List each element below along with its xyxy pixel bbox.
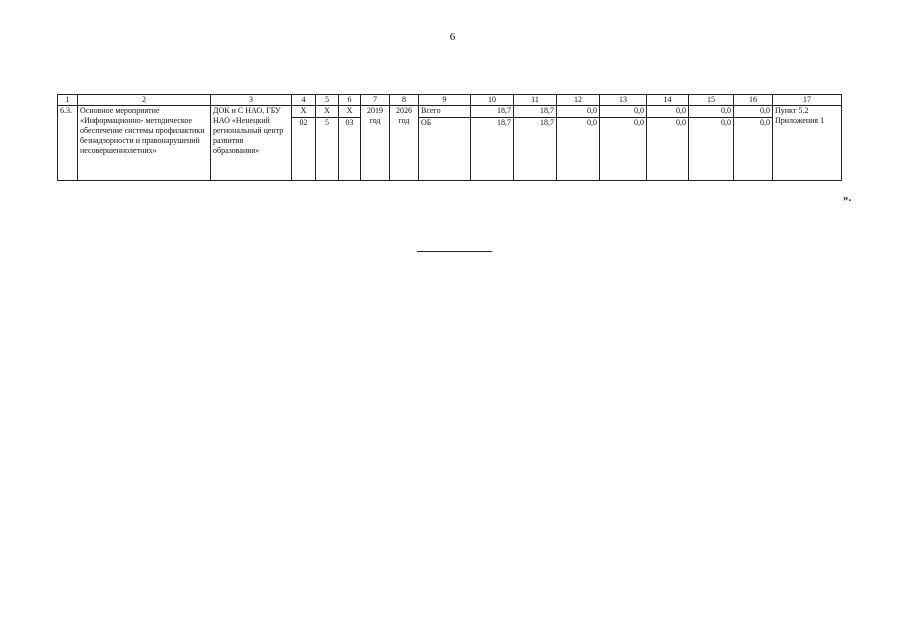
header-cell: 15 — [689, 95, 734, 106]
separator-line — [417, 251, 492, 252]
header-cell: 5 — [316, 95, 339, 106]
value-cell: 0,0 — [689, 106, 734, 118]
code-cell: X — [292, 106, 316, 118]
header-cell: 8 — [390, 95, 419, 106]
header-cell: 16 — [734, 95, 773, 106]
value-cell: 0,0 — [557, 106, 600, 118]
activity-name: Основное мероприятие «Информационно- методическое обеспечение системы профилактики безнадзорности и правонарушений несовершеннолетних» — [78, 106, 211, 181]
header-cell: 9 — [419, 95, 471, 106]
header-cell: 1 — [58, 95, 78, 106]
header-cell: 6 — [339, 95, 361, 106]
value-cell: 0,0 — [600, 118, 647, 181]
header-cell: 3 — [211, 95, 292, 106]
header-cell: 7 — [361, 95, 390, 106]
code-cell: 03 — [339, 118, 361, 181]
value-cell: 18,7 — [471, 106, 514, 118]
header-cell: 11 — [514, 95, 557, 106]
value-cell: 0,0 — [557, 118, 600, 181]
value-cell: 0,0 — [647, 118, 689, 181]
header-row — [58, 95, 842, 106]
funding-source-ob: ОБ — [419, 118, 471, 181]
value-cell: 18,7 — [514, 106, 557, 118]
value-cell: 0,0 — [734, 106, 773, 118]
closing-quote-mark: ». — [843, 192, 852, 204]
note-cell: Пункт 5.2 Приложения 1 — [773, 106, 842, 181]
code-cell: 5 — [316, 118, 339, 181]
value-cell: 18,7 — [471, 118, 514, 181]
value-cell: 18,7 — [514, 118, 557, 181]
header-cell: 2 — [78, 95, 211, 106]
value-cell: 0,0 — [734, 118, 773, 181]
header-cell: 12 — [557, 95, 600, 106]
funding-source-total: Всего — [419, 106, 471, 118]
code-cell: X — [316, 106, 339, 118]
header-cell: 10 — [471, 95, 514, 106]
header-cell: 13 — [600, 95, 647, 106]
row-number: 6.3. — [58, 106, 78, 181]
value-cell: 0,0 — [600, 106, 647, 118]
page-number: 6 — [449, 31, 456, 43]
table-row-total — [58, 106, 842, 118]
header-cell: 4 — [292, 95, 316, 106]
header-cell: 17 — [773, 95, 842, 106]
value-cell: 0,0 — [647, 106, 689, 118]
executor: ДОК и С НАО, ГБУ НАО «Ненецкий региональный центр развития образования» — [211, 106, 292, 181]
program-table — [57, 94, 842, 181]
value-cell: 0,0 — [689, 118, 734, 181]
code-cell: X — [339, 106, 361, 118]
year-start: 2019 год — [361, 106, 390, 181]
year-end: 2026 год — [390, 106, 419, 181]
header-cell: 14 — [647, 95, 689, 106]
code-cell: 02 — [292, 118, 316, 181]
